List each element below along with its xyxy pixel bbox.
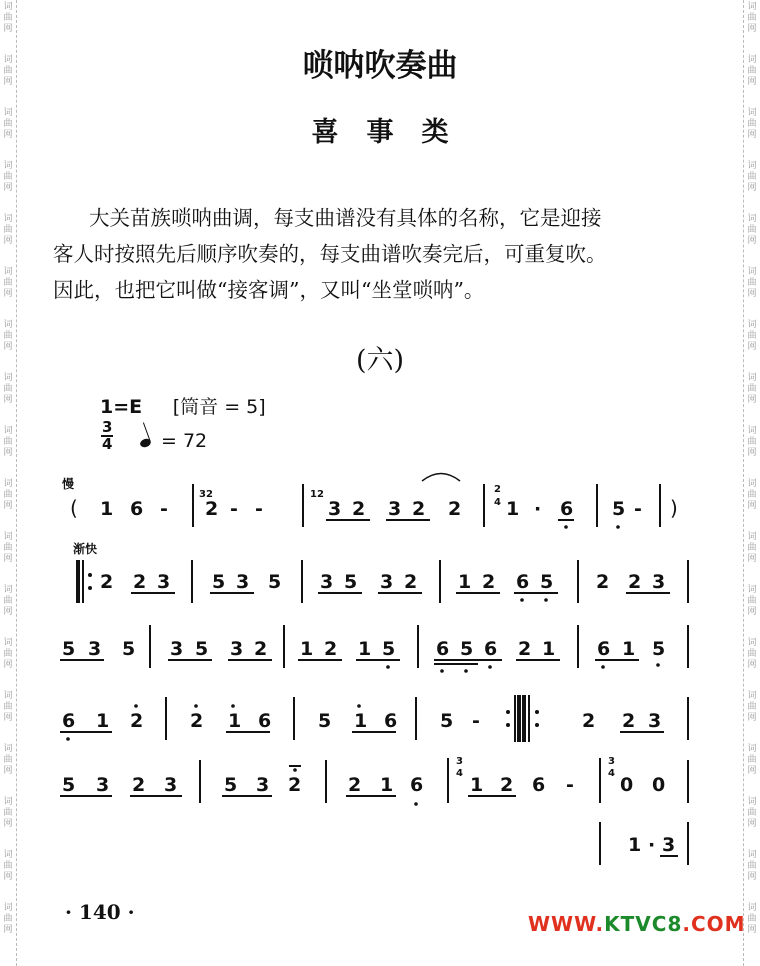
watermark-char: 词 [3, 479, 13, 489]
svg-text:1: 1 [622, 638, 636, 660]
svg-text:2: 2 [288, 774, 302, 796]
svg-text:2: 2 [596, 571, 610, 593]
watermark-char: 曲 [3, 808, 13, 818]
svg-text:2: 2 [622, 710, 636, 732]
watermark-char: 词 [747, 267, 757, 277]
svg-text:2: 2 [352, 498, 366, 520]
watermark-char: 网 [747, 660, 757, 670]
watermark-char: 网 [747, 766, 757, 776]
svg-text:1: 1 [354, 710, 368, 732]
watermark-char: 词 [3, 373, 13, 383]
watermark-char: 网 [747, 342, 757, 352]
svg-text:3: 3 [652, 571, 666, 593]
watermark-char: 网 [747, 501, 757, 511]
key-label: 1=E [100, 396, 143, 418]
watermark-char: 词 [747, 108, 757, 118]
watermark-char: 词 [747, 373, 757, 383]
watermark-char: 网 [747, 448, 757, 458]
watermark-char: 曲 [747, 384, 757, 394]
watermark-char: 网 [3, 24, 13, 34]
watermark-char: 网 [3, 819, 13, 829]
svg-text:2: 2 [518, 638, 532, 660]
svg-text:5: 5 [540, 571, 554, 593]
score-line-5 [628, 834, 675, 856]
svg-text:4: 4 [608, 768, 615, 779]
svg-text:1: 1 [96, 710, 110, 732]
score-line-2 [62, 638, 665, 660]
intro-line-1: 大关苗族唢呐曲调，每支曲谱没有具体的名称，它是迎接 [89, 206, 602, 230]
svg-text:6: 6 [62, 710, 76, 732]
svg-text:·: · [534, 498, 542, 520]
svg-text:3: 3 [380, 571, 394, 593]
watermark-char: 曲 [747, 702, 757, 712]
svg-text:1: 1 [628, 834, 642, 856]
svg-text:6: 6 [484, 638, 498, 660]
svg-text:3: 3 [170, 638, 184, 660]
watermark-char: 曲 [3, 437, 13, 447]
watermark-char: 词 [3, 55, 13, 65]
watermark-char: 网 [3, 342, 13, 352]
watermark-char: 网 [747, 713, 757, 723]
watermark-char: 词 [3, 691, 13, 701]
watermark-char: 词 [747, 479, 757, 489]
svg-text:2: 2 [628, 571, 642, 593]
watermark-char: 词 [3, 2, 13, 12]
watermark-char: 曲 [3, 384, 13, 394]
watermark-char: 网 [3, 713, 13, 723]
website-part-2: KTVC8 [604, 912, 683, 936]
svg-text:6: 6 [258, 710, 272, 732]
tube-pitch: [筒音 = 5] [172, 396, 266, 418]
svg-text:1: 1 [300, 638, 314, 660]
watermark-char: 曲 [747, 914, 757, 924]
svg-text:1: 1 [358, 638, 372, 660]
svg-text:6: 6 [130, 498, 144, 520]
svg-text:-: - [472, 710, 480, 732]
watermark-char: 词 [3, 903, 13, 913]
watermark-char: 网 [747, 130, 757, 140]
svg-text:5: 5 [460, 638, 474, 660]
watermark-char: 网 [747, 925, 757, 935]
watermark-char: 曲 [3, 543, 13, 553]
score-line-3 [62, 710, 661, 732]
section-number: (六) [355, 345, 405, 376]
watermark-char: 曲 [3, 649, 13, 659]
svg-text:5: 5 [344, 571, 358, 593]
watermark-char: 曲 [3, 914, 13, 924]
watermark-char: 曲 [747, 172, 757, 182]
watermark-char: 网 [747, 236, 757, 246]
watermark-char: 曲 [747, 225, 757, 235]
svg-text:3: 3 [96, 774, 110, 796]
watermark-char: 词 [747, 2, 757, 12]
watermark-char: 曲 [747, 278, 757, 288]
svg-text:2: 2 [205, 498, 219, 520]
svg-text:2: 2 [100, 571, 114, 593]
svg-text:2: 2 [130, 710, 144, 732]
watermark-char: 曲 [747, 808, 757, 818]
svg-text:5: 5 [122, 638, 136, 660]
svg-text:2: 2 [254, 638, 268, 660]
watermark-char: 词 [747, 797, 757, 807]
watermark-char: 网 [747, 395, 757, 405]
watermark-char: 网 [3, 872, 13, 882]
watermark-char: 网 [3, 607, 13, 617]
svg-text:2: 2 [132, 774, 146, 796]
svg-text:4: 4 [456, 768, 463, 779]
watermark-char: 网 [747, 77, 757, 87]
intro-line-2: 客人时按照先后顺序吹奏的，每支曲谱吹奏完后，可重复吹。 [53, 242, 607, 266]
svg-text:3: 3 [157, 571, 171, 593]
watermark-char: 词 [747, 850, 757, 860]
svg-text:3: 3 [256, 774, 270, 796]
svg-text:2: 2 [500, 774, 514, 796]
time-top: 3 [102, 418, 113, 436]
svg-text:5: 5 [62, 774, 76, 796]
watermark-char: 曲 [747, 755, 757, 765]
svg-text:1: 1 [506, 498, 520, 520]
watermark-char: 网 [3, 501, 13, 511]
watermark-char: 曲 [3, 172, 13, 182]
watermark-char: 网 [3, 236, 13, 246]
watermark-char: 曲 [747, 66, 757, 76]
svg-text:5: 5 [440, 710, 454, 732]
svg-text:2: 2 [412, 498, 426, 520]
svg-text:6: 6 [410, 774, 424, 796]
svg-text:0: 0 [620, 774, 634, 796]
svg-text:-: - [634, 498, 642, 520]
watermark-char: 曲 [747, 861, 757, 871]
svg-text:2: 2 [190, 710, 204, 732]
svg-text:2: 2 [324, 638, 338, 660]
svg-text:3: 3 [608, 756, 615, 767]
svg-text:): ) [670, 496, 678, 520]
watermark-char: 曲 [3, 225, 13, 235]
time-bottom: 4 [102, 435, 113, 453]
svg-text:5: 5 [612, 498, 626, 520]
watermark-char: 曲 [3, 119, 13, 129]
svg-text:1: 1 [458, 571, 472, 593]
svg-text:0: 0 [652, 774, 666, 796]
watermark-char: 词 [747, 161, 757, 171]
svg-text:3: 3 [320, 571, 334, 593]
watermark-char: 词 [3, 638, 13, 648]
watermark-char: 网 [747, 24, 757, 34]
watermark-char: 词 [747, 55, 757, 65]
watermark-char: 词 [747, 585, 757, 595]
watermark-char: 曲 [3, 861, 13, 871]
svg-text:6: 6 [384, 710, 398, 732]
watermark-char: 曲 [747, 331, 757, 341]
watermark-char: 曲 [747, 437, 757, 447]
watermark-char: 曲 [3, 66, 13, 76]
watermark-char: 曲 [3, 755, 13, 765]
watermark-char: 网 [3, 289, 13, 299]
watermark-char: 曲 [747, 119, 757, 129]
svg-text:32: 32 [199, 489, 213, 500]
watermark-char: 词 [3, 267, 13, 277]
svg-text:5: 5 [382, 638, 396, 660]
watermark-char: 曲 [3, 13, 13, 23]
svg-text:5: 5 [62, 638, 76, 660]
watermark-char: 网 [3, 183, 13, 193]
website-part-3: .COM [682, 912, 746, 936]
svg-text:3: 3 [164, 774, 178, 796]
svg-text:2: 2 [348, 774, 362, 796]
watermark-char: 词 [3, 585, 13, 595]
watermark-char: 词 [3, 744, 13, 754]
watermark-char: 曲 [3, 596, 13, 606]
watermark-char: 曲 [3, 702, 13, 712]
watermark-char: 曲 [3, 490, 13, 500]
watermark-char: 网 [747, 607, 757, 617]
watermark-char: 网 [3, 395, 13, 405]
svg-text:1: 1 [228, 710, 242, 732]
watermark-char: 曲 [747, 490, 757, 500]
svg-text:2: 2 [448, 498, 462, 520]
score-intro-lines [193, 474, 660, 528]
svg-text:3: 3 [328, 498, 342, 520]
svg-text:3: 3 [662, 834, 676, 856]
watermark-char: 网 [747, 554, 757, 564]
watermark-char: 网 [747, 289, 757, 299]
svg-text:6: 6 [560, 498, 574, 520]
watermark-char: 曲 [747, 649, 757, 659]
website-watermark [528, 912, 746, 936]
svg-text:3: 3 [648, 710, 662, 732]
svg-text:5: 5 [268, 571, 282, 593]
watermark-char: 词 [3, 532, 13, 542]
score-line-1 [100, 571, 665, 593]
watermark-char: 网 [747, 872, 757, 882]
watermark-char: 词 [3, 108, 13, 118]
svg-text:12: 12 [310, 489, 324, 500]
tempo-value: = 72 [161, 430, 208, 452]
watermark-char: 词 [3, 214, 13, 224]
svg-text:·: · [648, 834, 656, 856]
slow-mark: 慢 [62, 477, 75, 491]
watermark-char: 词 [747, 426, 757, 436]
svg-text:5: 5 [318, 710, 332, 732]
svg-text:1: 1 [100, 498, 114, 520]
svg-text:5: 5 [195, 638, 209, 660]
watermark-char: 词 [3, 797, 13, 807]
svg-text:4: 4 [494, 497, 501, 508]
svg-text:2: 2 [494, 484, 501, 495]
watermark-char: 词 [3, 850, 13, 860]
watermark-char: 词 [3, 161, 13, 171]
svg-text:2: 2 [582, 710, 596, 732]
svg-text:6: 6 [516, 571, 530, 593]
website-part-1: WWW. [528, 912, 605, 936]
category-heading: 喜事类 [311, 117, 477, 148]
svg-text:1: 1 [380, 774, 394, 796]
svg-text:5: 5 [652, 638, 666, 660]
watermark-char: 网 [3, 77, 13, 87]
svg-text:6: 6 [597, 638, 611, 660]
svg-text:3: 3 [388, 498, 402, 520]
watermark-char: 网 [3, 130, 13, 140]
svg-text:5: 5 [224, 774, 238, 796]
score-intro-line [70, 484, 678, 520]
svg-text:2: 2 [133, 571, 147, 593]
svg-text:6: 6 [436, 638, 450, 660]
watermark-char: 网 [747, 819, 757, 829]
watermark-char: 词 [747, 744, 757, 754]
svg-text:3: 3 [88, 638, 102, 660]
svg-text:-: - [566, 774, 574, 796]
watermark-char: 词 [747, 638, 757, 648]
watermark-char: 词 [747, 903, 757, 913]
accel-mark: 渐快 [73, 542, 98, 556]
watermark-char: 词 [747, 532, 757, 542]
page-number: · 140 · [65, 900, 135, 924]
watermark-char: 网 [3, 554, 13, 564]
watermark-char: 网 [3, 925, 13, 935]
svg-text:2: 2 [482, 571, 496, 593]
watermark-char: 网 [3, 448, 13, 458]
svg-text:-: - [230, 498, 238, 520]
watermark-char: 曲 [747, 596, 757, 606]
watermark-char: 网 [3, 766, 13, 776]
svg-text:(: ( [70, 496, 78, 520]
svg-text:-: - [160, 498, 168, 520]
watermark-char: 词 [3, 426, 13, 436]
svg-text:1: 1 [542, 638, 556, 660]
score-line-4 [62, 756, 665, 796]
intro-line-3: 因此，也把它叫做“接客调”，又叫“坐堂唢呐”。 [53, 278, 485, 302]
watermark-char: 曲 [747, 13, 757, 23]
watermark-char: 网 [747, 183, 757, 193]
watermark-char: 词 [747, 691, 757, 701]
svg-text:2: 2 [404, 571, 418, 593]
svg-text:-: - [255, 498, 263, 520]
svg-text:3: 3 [236, 571, 250, 593]
svg-text:6: 6 [532, 774, 546, 796]
watermark-char: 网 [3, 660, 13, 670]
watermark-char: 词 [747, 320, 757, 330]
watermark-char: 词 [3, 320, 13, 330]
page-title: 唢呐吹奏曲 [302, 48, 458, 84]
watermark-char: 曲 [3, 278, 13, 288]
watermark-char: 曲 [3, 331, 13, 341]
svg-text:3: 3 [456, 756, 463, 767]
svg-text:1: 1 [470, 774, 484, 796]
watermark-char: 曲 [747, 543, 757, 553]
svg-text:3: 3 [230, 638, 244, 660]
watermark-char: 词 [747, 214, 757, 224]
svg-text:5: 5 [212, 571, 226, 593]
